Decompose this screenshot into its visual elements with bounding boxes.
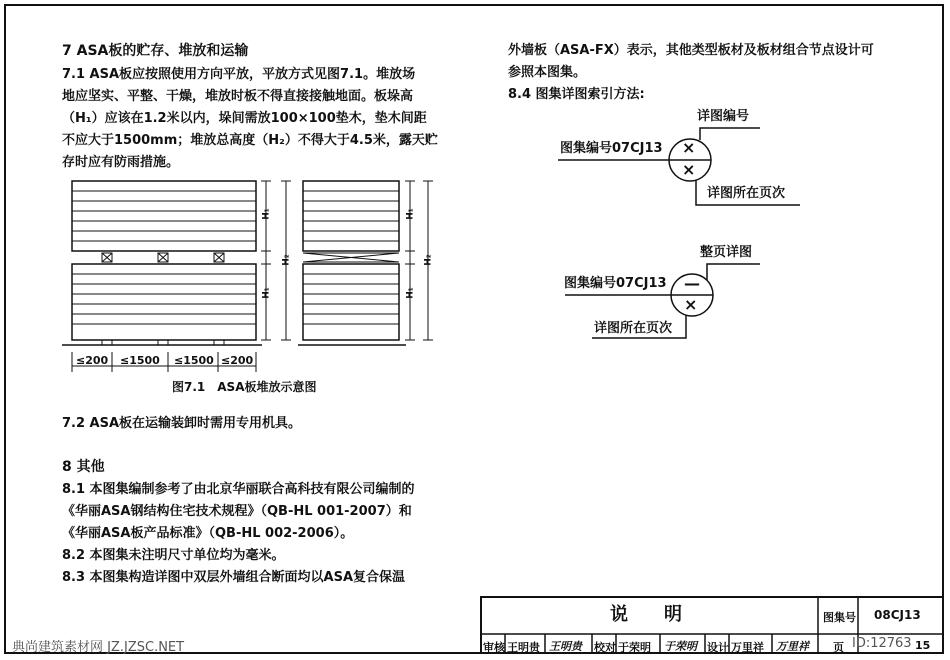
design-label: 设计 bbox=[707, 641, 729, 654]
idx2-top-label: 整页详图 bbox=[700, 245, 753, 260]
dim-200-right: ≤200 bbox=[221, 354, 254, 367]
p71-line-2: 地应坚实、平整、干燥，堆放时板不得直接接触地面。板垛高 bbox=[62, 89, 414, 104]
section-8-title: 8 其他 bbox=[62, 459, 105, 475]
watermark-left: 典尚建筑素材网 JZ.JZSC.NET bbox=[12, 640, 185, 655]
idx1-lower-symbol: × bbox=[682, 160, 696, 179]
review-signature: 王明贵 bbox=[549, 640, 582, 653]
check-signature: 于荣明 bbox=[664, 640, 697, 653]
h1-label-c: H₁ bbox=[405, 208, 416, 220]
idx2-dash-symbol: — bbox=[684, 274, 700, 293]
h1-label-a: H₁ bbox=[261, 208, 272, 220]
idx2-left-label: 图集编号07CJ13 bbox=[564, 276, 667, 291]
atlas-number: 08CJ13 bbox=[874, 608, 921, 622]
p71-line-3: （H₁）应该在1.2米以内，垛间需放100×100垫木，垫木间距 bbox=[62, 111, 427, 126]
idx2-bottom-label: 详图所在页次 bbox=[594, 321, 673, 336]
dim-200-left: ≤200 bbox=[76, 354, 109, 367]
idx1-bottom-label: 详图所在页次 bbox=[707, 186, 786, 201]
page-label: 页 bbox=[833, 641, 844, 654]
review-label: 审核 bbox=[483, 641, 505, 654]
h2-label-b: H₂ bbox=[423, 254, 434, 266]
h2-label-a: H₂ bbox=[281, 254, 292, 266]
p71-line-1: 7.1 ASA板应按照使用方向平放，平放方式见图7.1。堆放场 bbox=[62, 67, 416, 82]
h1-label-d: H₁ bbox=[405, 287, 416, 299]
check-label: 校对 bbox=[594, 641, 616, 654]
p71-line-4: 不应大于1500mm；堆放总高度（H₂）不得大于4.5米，露天贮 bbox=[62, 133, 438, 148]
h1-label-b: H₁ bbox=[261, 287, 272, 299]
idx2-lower-symbol: × bbox=[684, 295, 698, 314]
idx1-left-label: 图集编号07CJ13 bbox=[560, 141, 663, 156]
design-signature: 万里祥 bbox=[776, 640, 809, 653]
check-name: 于荣明 bbox=[618, 641, 651, 654]
atlas-label: 图集号 bbox=[823, 611, 856, 624]
p83-cont-line-2: 参照本图集。 bbox=[508, 65, 587, 80]
review-name: 王明贵 bbox=[507, 641, 540, 654]
p81-line-1: 8.1 本图集编制参考了由北京华丽联合高科技有限公司编制的 bbox=[62, 482, 415, 497]
p81-line-2: 《华丽ASA钢结构住宅技术规程》（QB-HL 001-2007）和 bbox=[62, 504, 412, 519]
dim-1500-b: ≤1500 bbox=[174, 354, 214, 367]
figure-caption: 图7.1 ASA板堆放示意图 bbox=[172, 380, 317, 394]
p83: 8.3 本图集构造详图中双层外墙组合断面均以ASA复合保温 bbox=[62, 570, 406, 585]
dim-1500-a: ≤1500 bbox=[120, 354, 160, 367]
page-number: 15 bbox=[915, 639, 931, 652]
section-7-title: 7 ASA板的贮存、堆放和运输 bbox=[62, 43, 249, 59]
p72: 7.2 ASA板在运输装卸时需用专用机具。 bbox=[62, 416, 302, 431]
p83-cont-line-1: 外墙板（ASA-FX）表示，其他类型板材及板材组合节点设计可 bbox=[508, 43, 874, 58]
title-block-title: 说 明 bbox=[610, 604, 682, 625]
idx1-upper-symbol: × bbox=[682, 138, 696, 157]
design-name: 万里祥 bbox=[731, 641, 764, 654]
watermark-right: ID:12763 bbox=[852, 636, 912, 651]
idx1-top-label: 详图编号 bbox=[697, 109, 750, 124]
p71-line-5: 存时应有防雨措施。 bbox=[62, 155, 180, 170]
p82: 8.2 本图集未注明尺寸单位均为毫米。 bbox=[62, 548, 285, 563]
p81-line-3: 《华丽ASA板产品标准》（QB-HL 002-2006）。 bbox=[62, 526, 354, 541]
p84: 8.4 图集详图索引方法: bbox=[508, 87, 645, 102]
